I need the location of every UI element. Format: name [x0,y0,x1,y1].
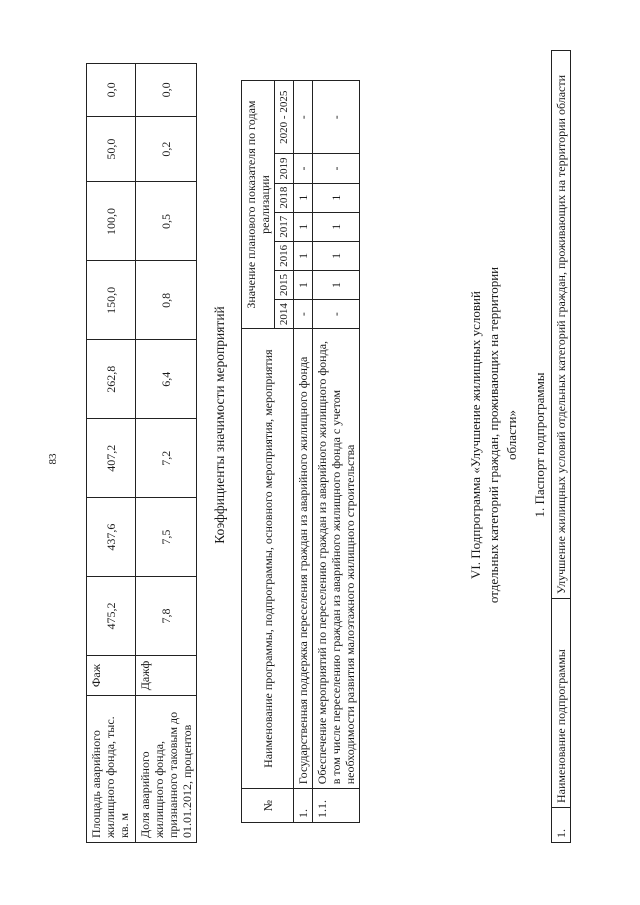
indicator-value: 475,2 [87,577,136,656]
passport-heading: 1. Паспорт подпрограммы [532,372,547,518]
indicator-abbr: Фаж [87,656,136,696]
row-value: - [294,300,313,329]
header-num: № [242,789,294,823]
header-year: 2019 [275,154,294,183]
header-year: 2018 [275,183,294,212]
row-name: Государственная поддержка переселения граждан из аварийного жилищного фонда [294,329,313,789]
passport-table [551,50,571,843]
indicator-value: 0,0 [136,64,197,117]
header-name: Наименование программы, подпрограммы, основного мероприятия, мероприятия [242,329,294,789]
row-value: 1 [313,270,360,299]
row-value: 1 [294,183,313,212]
indicator-value: 150,0 [87,261,136,340]
subprogram-title-line: VI. Подпрограмма «Улучшение жилищных условий [468,291,483,579]
indicator-abbr: Дажф [136,656,197,696]
coefficients-table [241,80,360,823]
indicator-value: 437,6 [87,498,136,577]
indicator-value: 7,5 [136,498,197,577]
indicator-value: 7,8 [136,577,197,656]
table-row [136,64,197,843]
header-year: 2020 - 2025 [275,81,294,154]
row-value: Улучшение жилищных условий отдельных категорий граждан, проживающих на территории области [552,51,571,599]
row-label: Наименование подпрограммы [552,599,571,808]
coefficients-heading: Коэффициенты значимости мероприятий [212,306,227,544]
indicator-value: 0,2 [136,116,197,182]
row-num: 1. [294,789,313,823]
indicator-value: 50,0 [87,116,136,182]
row-value: - [294,154,313,183]
subprogram-title [467,265,521,605]
row-value: 1 [313,241,360,270]
table-header-row [242,81,275,823]
page-number: 83 [47,453,59,465]
indicator-value: 262,8 [87,340,136,419]
table-row [294,81,313,823]
header-year: 2016 [275,241,294,270]
indicator-value: 7,2 [136,419,197,498]
subprogram-title-line: отдельных категорий граждан, проживающих на территории области» [486,266,519,604]
header-year: 2017 [275,212,294,241]
row-value: - [313,300,360,329]
row-value: 1 [294,241,313,270]
indicator-value: 100,0 [87,182,136,261]
row-num: 1. [552,808,571,843]
row-num: 1.1. [313,789,360,823]
row-value: - [294,81,313,154]
row-value: 1 [294,212,313,241]
row-value: 1 [313,183,360,212]
indicator-name: Площадь аварийного жилищного фонда, тыс. кв. м [87,696,136,843]
table-row [87,64,136,843]
row-name: Обеспечение мероприятий по переселению граждан из аварийного жилищного фонда, в том числе переселению граждан из аварийного жилищного фонда с учетом необходимости развития малоэтажного жилищного строительства [313,329,360,789]
header-year: 2015 [275,270,294,299]
indicator-value: 0,0 [87,64,136,117]
header-year: 2014 [275,300,294,329]
table-row [313,81,360,823]
indicator-value: 407,2 [87,419,136,498]
indicator-value: 6,4 [136,340,197,419]
indicators-table [86,63,197,843]
indicator-value: 0,8 [136,261,197,340]
row-value: 1 [313,212,360,241]
row-value: 1 [294,270,313,299]
row-value: - [313,154,360,183]
header-planned: Значение планового показателя по годам реализации [242,81,275,329]
row-value: - [313,81,360,154]
indicator-value: 0,5 [136,182,197,261]
table-row [552,51,571,843]
indicator-name: Доля аварийного жилищного фонда, признанного таковым до 01.01.2012, процентов [136,696,197,843]
